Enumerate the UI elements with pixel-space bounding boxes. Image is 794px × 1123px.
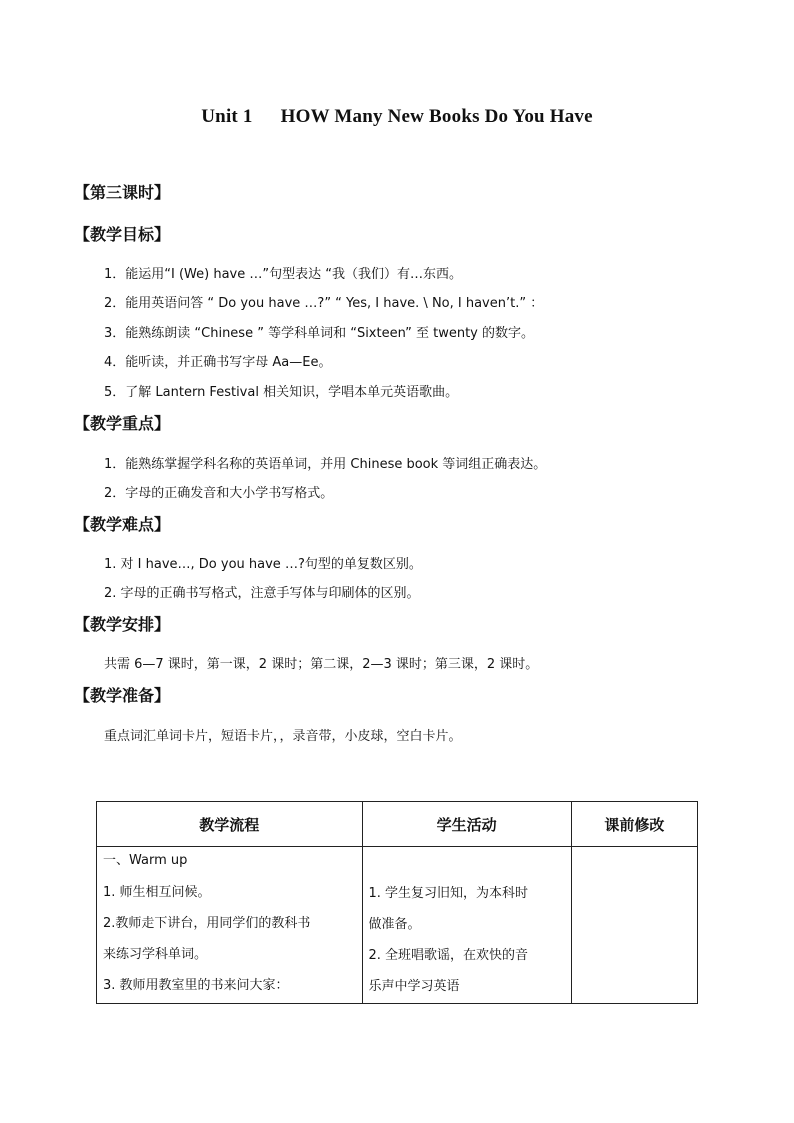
- activity-line-1: 1. 学生复习旧知，为本科时: [368, 886, 529, 901]
- process-line-4: 3. 教师用教室里的书来问大家：: [103, 978, 289, 993]
- process-cell: [97, 847, 363, 1004]
- arrangement-heading: 【教学安排】: [74, 615, 171, 634]
- unit-title: HOW Many New Books Do You Have: [280, 106, 593, 127]
- lesson-label: 【第三课时】: [74, 183, 171, 202]
- difficulty-item-1: 1. 对 I have…, Do you have …?句型的单复数区别。: [104, 557, 422, 572]
- activity-line-4: 乐声中学习英语: [368, 979, 460, 994]
- warmup-heading: 一、Warm up: [103, 853, 188, 868]
- student-activity-cell: [362, 847, 571, 1004]
- process-line-1: 1. 师生相互问候。: [103, 885, 211, 900]
- table-header-row: [97, 802, 698, 847]
- objective-item-5: 5．了解 Lantern Festival 相关知识，学唱本单元英语歌曲。: [104, 385, 459, 400]
- activity-line-3: 2. 全班唱歌谣，在欢快的音: [368, 948, 529, 963]
- process-line-2: 2.教师走下讲台，用同学们的教科书: [103, 916, 311, 931]
- process-line-3: 来练习学科单词。: [103, 947, 208, 962]
- key-point-item-2: 2．字母的正确发音和大小学书写格式。: [104, 486, 334, 501]
- objectives-heading: 【教学目标】: [74, 225, 171, 244]
- table-row: [97, 847, 698, 1004]
- objective-item-1: 1．能运用“I (We) have …”句型表达 “我（我们）有…东西。: [104, 267, 462, 282]
- header-student-activity: 学生活动: [362, 802, 571, 847]
- key-point-item-1: 1．能熟练掌握学科名称的英语单词，并用 Chinese book 等词组正确表达。: [104, 457, 547, 472]
- key-points-heading: 【教学重点】: [74, 414, 171, 433]
- document-title: [0, 106, 794, 128]
- preparation-text: 重点词汇单词卡片，短语卡片，，录音带，小皮球，空白卡片。: [104, 729, 462, 744]
- revision-cell: [571, 847, 697, 1004]
- header-pre-class-revision: 课前修改: [571, 802, 697, 847]
- teaching-flow-table: [96, 801, 698, 1004]
- difficulty-item-2: 2. 字母的正确书写格式，注意手写体与印刷体的区别。: [104, 586, 420, 601]
- objective-item-2: 2．能用英语问答 “ Do you have …?” “ Yes, I have. \ No, I haven’t.” ：: [104, 296, 544, 311]
- header-teaching-process: 教学流程: [97, 802, 363, 847]
- objective-item-3: 3．能熟练朗读 “Chinese ” 等学科单词和 “Sixteen” 至 twenty 的数字。: [104, 326, 535, 341]
- activity-line-2: 做准备。: [368, 917, 421, 932]
- preparation-heading: 【教学准备】: [74, 686, 171, 705]
- objective-item-4: 4．能听读，并正确书写字母 Aa—Ee。: [104, 355, 332, 370]
- arrangement-text: 共需 6—7 课时，第一课，2 课时；第二课，2—3 课时；第三课，2 课时。: [104, 657, 539, 672]
- unit-number: Unit 1: [201, 106, 253, 127]
- difficulties-heading: 【教学难点】: [74, 515, 171, 534]
